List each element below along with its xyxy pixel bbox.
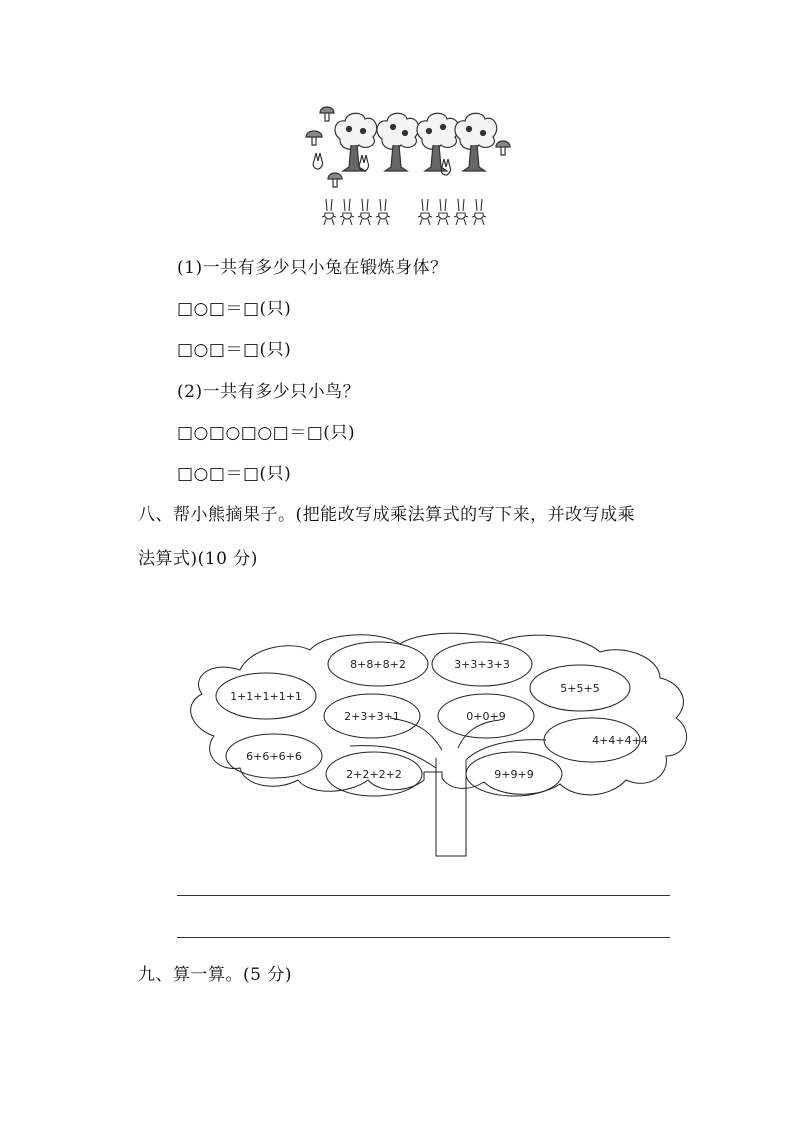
question-1-equation-2: □○□＝□(只) <box>177 340 292 360</box>
fruit-tree-drawing <box>180 630 700 860</box>
fruit-7: 4+4+4+4 <box>592 734 648 747</box>
rabbits-birds-trees-illustration <box>300 103 512 233</box>
question-2: (2)一共有多少只小鸟？ <box>177 382 361 402</box>
fruit-5: 2+3+3+1 <box>344 710 400 723</box>
question-2-equation-2: □○□＝□(只) <box>177 464 292 484</box>
question-1-equation-1: □○□＝□(只) <box>177 299 292 319</box>
answer-line-2[interactable] <box>177 937 670 938</box>
question-2-equation-1: □○□○□○□＝□(只) <box>177 423 356 443</box>
fruit-1: 8+8+8+2 <box>350 658 406 671</box>
fruit-4: 5+5+5 <box>560 682 600 695</box>
section-9-title: 九、算一算。(5 分) <box>138 965 292 985</box>
fruit-8: 6+6+6+6 <box>246 750 302 763</box>
fruit-tree-icon <box>180 630 700 860</box>
fruit-10: 9+9+9 <box>494 768 534 781</box>
fruit-6: 0+0+9 <box>466 710 506 723</box>
question-1: (1)一共有多少只小兔在锻炼身体？ <box>177 258 448 278</box>
illustration-icon <box>300 103 512 233</box>
fruit-3: 1+1+1+1+1 <box>230 690 302 703</box>
section-8-title-line-1: 八、帮小熊摘果子。(把能改写成乘法算式的写下来，并改写成乘 <box>138 505 636 525</box>
answer-line-1[interactable] <box>177 895 670 896</box>
fruit-9: 2+2+2+2 <box>346 768 402 781</box>
fruit-2: 3+3+3+3 <box>454 658 510 671</box>
section-8-title-line-2: 法算式)(10 分) <box>138 549 258 569</box>
